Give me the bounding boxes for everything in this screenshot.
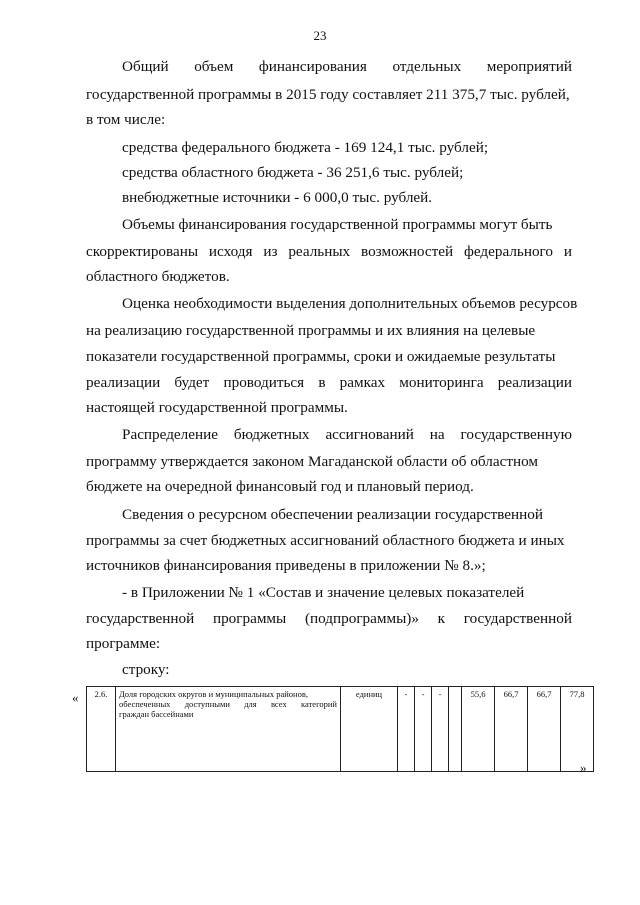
word: к: [437, 610, 446, 627]
word: и: [563, 243, 572, 260]
indicator-name-line3: граждан бассейнами: [119, 708, 194, 719]
quote-open: «: [72, 690, 79, 705]
cell-value-3: -: [432, 687, 449, 772]
word: будет: [174, 374, 210, 391]
word: всех: [270, 698, 287, 709]
cell-value-5: 66,7: [495, 687, 528, 772]
para1-line2: государственной программы в 2015 году составляет 211 375,7 тыс. рублей,: [86, 86, 570, 103]
word: государственной: [86, 610, 195, 627]
para3-line1: Оценка необходимости выделения дополнительных объемов ресурсов: [122, 295, 578, 312]
word: Распределение: [122, 426, 218, 443]
cell-value-4: 55,6: [462, 687, 495, 772]
para2-line1: Объемы финансирования государственной программы могут быть: [122, 216, 553, 233]
word: объем: [194, 58, 234, 75]
list-item-regional: средства областного бюджета - 36 251,6 тыс. рублей;: [122, 164, 464, 181]
cell-empty: [449, 687, 462, 772]
word: государственную: [460, 426, 572, 443]
para3-line3: показатели государственной программы, сроки и ожидаемые результаты: [86, 348, 556, 365]
word: реальных: [288, 243, 351, 260]
para4-line1: [122, 426, 572, 444]
word: (подпрограммы)»: [304, 610, 419, 627]
word: рамках: [339, 374, 386, 391]
word: доступными: [184, 698, 230, 709]
quote-close: »: [580, 760, 587, 775]
page-number: 23: [313, 28, 327, 43]
indicator-table-row: [86, 686, 594, 772]
para5-line2: программы за счет бюджетных ассигнований областного бюджета и иных: [86, 532, 565, 549]
list-item-federal: средства федерального бюджета - 169 124,1 тыс. рублей;: [122, 139, 489, 156]
para7-row-label: строку:: [122, 661, 170, 678]
cell-value-2: -: [415, 687, 432, 772]
word: реализации: [86, 374, 161, 391]
para5-line1: Сведения о ресурсном обеспечении реализации государственной: [122, 506, 543, 523]
cell-value-7: 77,8: [561, 687, 594, 772]
word: в: [318, 374, 326, 391]
para3-line5: настоящей государственной программы.: [86, 399, 348, 416]
word: реализации: [497, 374, 572, 391]
word: финансирования: [258, 58, 367, 75]
word: категорий: [301, 698, 337, 709]
word: скорректированы: [86, 243, 199, 260]
word: мероприятий: [486, 58, 572, 75]
cell-unit: единиц: [341, 687, 398, 772]
cell-indicator-name: [116, 687, 341, 772]
para1-line3: в том числе:: [86, 111, 166, 128]
para2-line2: [86, 243, 572, 261]
word: обеспеченных: [119, 698, 171, 709]
para3-line2: на реализацию государственной программы и их влияния на целевые: [86, 322, 536, 339]
word: бюджетных: [233, 426, 310, 443]
word: федерального: [464, 243, 553, 260]
word: исходя: [208, 243, 253, 260]
word: проводиться: [223, 374, 305, 391]
para4-line3: бюджете на очередной финансовый год и плановый период.: [86, 478, 474, 495]
word: мониторинга: [399, 374, 484, 391]
para4-line2: программу утверждается законом Магаданской области об областном: [86, 453, 539, 470]
para5-line3: источников финансирования приведены в приложении № 8.»;: [86, 557, 486, 574]
cell-value-1: -: [398, 687, 415, 772]
cell-value-6: 66,7: [528, 687, 561, 772]
para2-line3: областного бюджетов.: [86, 268, 230, 285]
word: государственной: [463, 610, 572, 627]
cell-row-number: 2.6.: [87, 687, 116, 772]
word: для: [244, 698, 257, 709]
para6-line1: - в Приложении № 1 «Состав и значение целевых показателей: [122, 584, 525, 601]
word: из: [263, 243, 278, 260]
list-item-extrabudget: внебюджетные источники - 6 000,0 тыс. рублей.: [122, 189, 433, 206]
word: на: [429, 426, 445, 443]
word: ассигнований: [325, 426, 414, 443]
para6-line2: [86, 610, 572, 628]
indicator-name-line1: Доля городских округов и муниципальных районов,: [119, 689, 308, 699]
para1-line1: [122, 58, 572, 76]
para6-line3: программе:: [86, 635, 161, 652]
word: отдельных: [392, 58, 462, 75]
word: программы: [212, 610, 287, 627]
word: возможностей: [361, 243, 454, 260]
table-row: [87, 687, 594, 772]
para3-line4: [86, 374, 572, 392]
word: Общий: [122, 58, 169, 75]
